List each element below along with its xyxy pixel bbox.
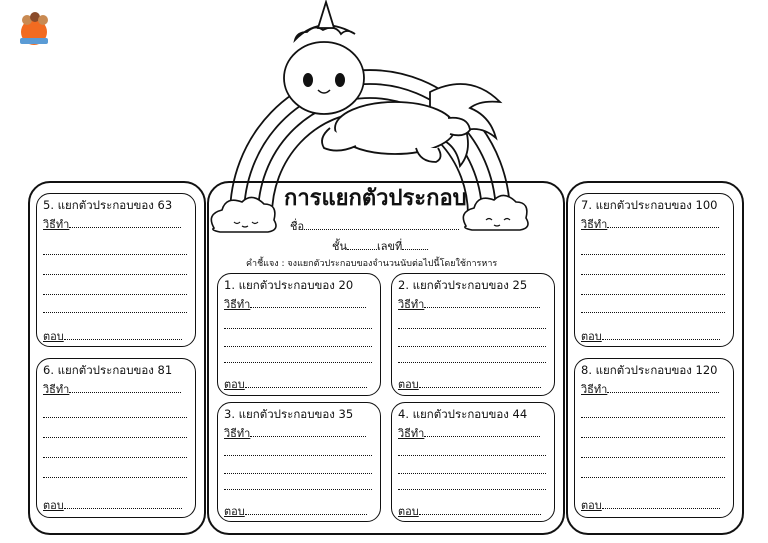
answer-field[interactable] <box>224 375 367 393</box>
question-8-box <box>574 358 734 518</box>
method-label: วิธีทำ <box>224 298 251 311</box>
method-label: วิธีทำ <box>581 383 608 396</box>
answer-line[interactable] <box>43 437 187 438</box>
name-field[interactable] <box>290 217 459 235</box>
method-field[interactable] <box>43 380 181 398</box>
answer-line[interactable] <box>43 312 187 313</box>
answer-label: ตอบ <box>581 499 602 512</box>
answer-label: ตอบ <box>224 505 245 518</box>
name-label: ชื่อ <box>290 220 305 233</box>
question-5-box <box>36 193 196 347</box>
answer-line[interactable] <box>224 362 372 363</box>
instruction-text: คำชี้แจง : จงแยกตัวประกอบของจำนวนนับต่อไปนี้โดยใช้การหาร <box>246 259 498 269</box>
method-label: วิธีทำ <box>398 298 425 311</box>
answer-line[interactable] <box>224 489 372 490</box>
method-label: วิธีทำ <box>43 218 70 231</box>
answer-line[interactable] <box>224 346 372 347</box>
method-label: วิธีทำ <box>581 218 608 231</box>
question-4-box <box>391 402 555 522</box>
question-title: 1. แยกตัวประกอบของ 20 <box>224 278 354 292</box>
page-title: การแยกตัวประกอบ <box>284 186 467 211</box>
question-7-box <box>574 193 734 347</box>
answer-line[interactable] <box>398 362 546 363</box>
answer-line[interactable] <box>398 489 546 490</box>
logo-icon <box>14 8 54 48</box>
question-1-box <box>217 273 381 396</box>
answer-field[interactable] <box>43 496 182 514</box>
answer-field[interactable] <box>43 327 182 345</box>
answer-line[interactable] <box>224 473 372 474</box>
question-2-box <box>391 273 555 396</box>
answer-line[interactable] <box>43 457 187 458</box>
answer-field[interactable] <box>581 327 720 345</box>
answer-line[interactable] <box>581 477 725 478</box>
question-title: 2. แยกตัวประกอบของ 25 <box>398 278 528 292</box>
answer-field[interactable] <box>581 496 720 514</box>
question-title: 4. แยกตัวประกอบของ 44 <box>398 407 528 421</box>
question-title: 7. แยกตัวประกอบของ 100 <box>581 198 718 212</box>
answer-line[interactable] <box>43 477 187 478</box>
answer-label: ตอบ <box>398 505 419 518</box>
answer-line[interactable] <box>398 455 546 456</box>
number-label: เลขที่ <box>377 240 403 253</box>
answer-label: ตอบ <box>581 330 602 343</box>
answer-field[interactable] <box>398 375 541 393</box>
answer-line[interactable] <box>581 254 725 255</box>
method-field[interactable] <box>398 295 540 313</box>
method-field[interactable] <box>43 215 181 233</box>
answer-line[interactable] <box>224 455 372 456</box>
answer-line[interactable] <box>581 274 725 275</box>
answer-line[interactable] <box>398 473 546 474</box>
answer-line[interactable] <box>581 312 725 313</box>
question-title: 8. แยกตัวประกอบของ 120 <box>581 363 718 377</box>
method-label: วิธีทำ <box>224 427 251 440</box>
answer-line[interactable] <box>581 457 725 458</box>
answer-label: ตอบ <box>224 378 245 391</box>
method-field[interactable] <box>224 295 366 313</box>
method-label: วิธีทำ <box>398 427 425 440</box>
answer-line[interactable] <box>224 328 372 329</box>
answer-line[interactable] <box>581 437 725 438</box>
answer-field[interactable] <box>398 502 541 520</box>
answer-line[interactable] <box>398 346 546 347</box>
answer-label: ตอบ <box>43 330 64 343</box>
question-title: 3. แยกตัวประกอบของ 35 <box>224 407 354 421</box>
question-title: 6. แยกตัวประกอบของ 81 <box>43 363 173 377</box>
question-6-box <box>36 358 196 518</box>
class-number-field[interactable] <box>332 237 428 255</box>
answer-label: ตอบ <box>43 499 64 512</box>
method-label: วิธีทำ <box>43 383 70 396</box>
answer-label: ตอบ <box>398 378 419 391</box>
answer-line[interactable] <box>43 274 187 275</box>
answer-line[interactable] <box>43 254 187 255</box>
method-field[interactable] <box>398 424 540 442</box>
method-field[interactable] <box>581 215 719 233</box>
answer-line[interactable] <box>581 417 725 418</box>
question-title: 5. แยกตัวประกอบของ 63 <box>43 198 173 212</box>
method-field[interactable] <box>224 424 366 442</box>
answer-line[interactable] <box>581 294 725 295</box>
answer-field[interactable] <box>224 502 367 520</box>
question-3-box <box>217 402 381 522</box>
class-label: ชั้น <box>332 240 347 253</box>
answer-line[interactable] <box>43 417 187 418</box>
answer-line[interactable] <box>43 294 187 295</box>
answer-line[interactable] <box>398 328 546 329</box>
method-field[interactable] <box>581 380 719 398</box>
